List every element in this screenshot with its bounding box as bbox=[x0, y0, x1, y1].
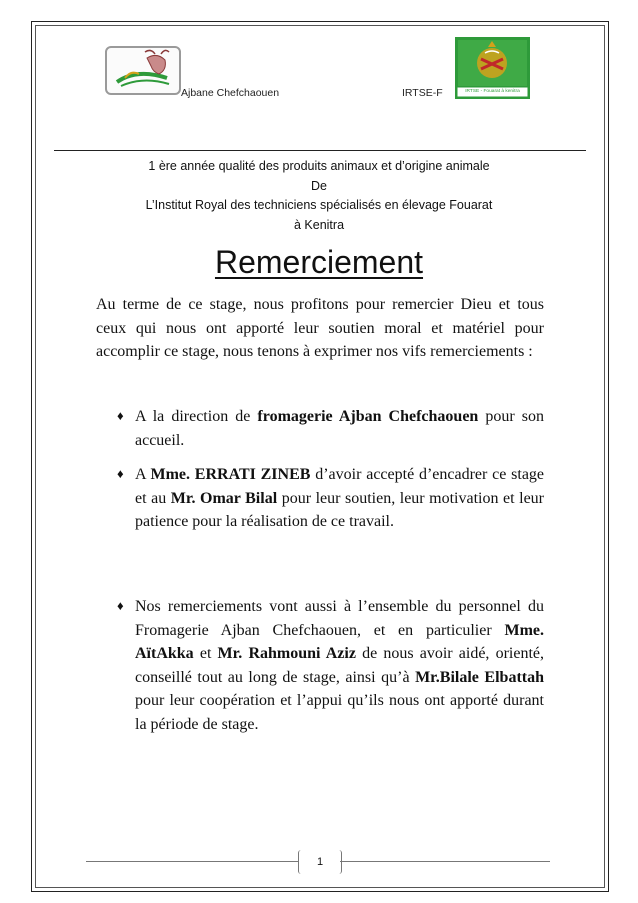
subtitle-line: 1 ère année qualité des produits animaux et d’origine animale bbox=[148, 159, 490, 173]
text-span: pour son accueil. bbox=[135, 408, 545, 449]
bold-span: Mr. Omar Bilal bbox=[170, 489, 278, 507]
bold-span: fromagerie Ajban Chefchaouen bbox=[257, 408, 479, 425]
text-span: Nos remerciements vont aussi à l’ensemble du personnel du Fromagerie Ajban Chefchaouen, et en particulier bbox=[135, 598, 544, 639]
diamond-bullet-icon: ♦ bbox=[117, 466, 124, 481]
thanks-item-direction bbox=[135, 405, 544, 452]
text-span: d’avoir accepté d’encadrer ce stage et au bbox=[135, 466, 545, 507]
bold-span: Mr. Rahmouni Aziz bbox=[217, 645, 356, 662]
thanks-item-staff bbox=[135, 595, 544, 736]
subtitle-line: L’Institut Royal des techniciens spécialisés en élevage Fouarat bbox=[145, 198, 493, 212]
diamond-bullet-icon: ♦ bbox=[117, 408, 124, 423]
bold-span: Mme. ERRATI ZINEB bbox=[150, 466, 311, 483]
bold-span: Mme. AïtAkka bbox=[135, 621, 544, 662]
text-span: A la direction de bbox=[135, 408, 258, 425]
text-span: et bbox=[193, 645, 218, 662]
text-span: de nous avoir aidé, orienté, conseillé tout au long de stage, ainsi qu’à bbox=[135, 645, 544, 686]
text-span: A bbox=[135, 466, 151, 483]
page-title: Remerciement bbox=[214, 244, 424, 280]
subtitle-block bbox=[95, 157, 543, 235]
header-right-label: IRTSE-F bbox=[402, 87, 443, 99]
text-span: pour leur soutien, leur motivation et leur patience pour la réalisation de ce travail. bbox=[135, 489, 545, 530]
intro-paragraph: Au terme de ce stage, nous profitons pour remercier Dieu et tous ceux qui nous ont apporté leur soutien moral et matériel pour accomplir ce stage, nous tenons à exprimer nos vifs remerciements : bbox=[96, 296, 544, 360]
footer-rule-right bbox=[340, 861, 550, 862]
header-left-label: Ajbane Chefchaouen bbox=[181, 87, 280, 99]
header-rule bbox=[54, 150, 586, 151]
subtitle-line: De bbox=[311, 178, 327, 193]
ajbane-logo bbox=[105, 46, 181, 95]
diamond-bullet-icon: ♦ bbox=[117, 598, 124, 613]
subtitle-line: à Kenitra bbox=[293, 217, 345, 232]
page-border-inner bbox=[35, 25, 605, 888]
irtse-logo bbox=[455, 37, 530, 99]
footer-rule-left bbox=[86, 861, 298, 862]
bold-span: Mr.Bilale Elbattah bbox=[415, 668, 544, 686]
text-span: pour leur coopération et l’appui qu’ils nous ont apporté durant la période de stage. bbox=[135, 692, 544, 733]
thanks-item-supervisors bbox=[135, 463, 544, 534]
irtse-logo-caption: IRTSE - Fouarat à kenitra bbox=[465, 89, 520, 94]
page-number: 1 bbox=[298, 850, 342, 874]
